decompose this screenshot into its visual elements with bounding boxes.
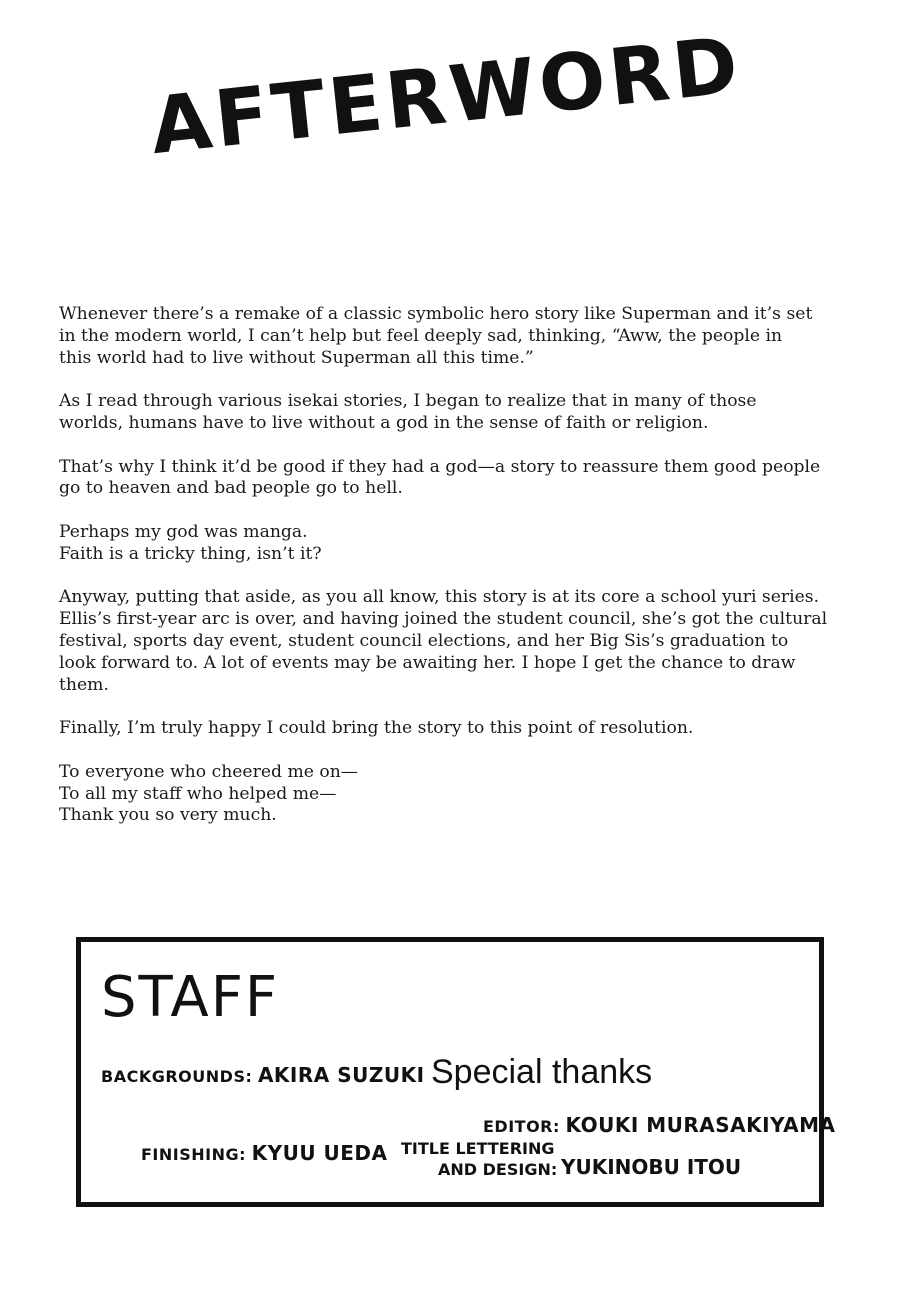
credit-editor [483,1113,836,1137]
credit-role: TITLE LETTERING [401,1139,555,1158]
credit-role: BACKGROUNDS: [101,1067,253,1086]
paragraph: Anyway, putting that aside, as you all know, this story is at its core a school yuri series. Ellis’s first-year arc is over, and having joined the student council, she’s got the cultural festival, sports day event, student council elections, and her Big Sis’s graduation to look forward to. A lot of events may be awaiting her. I hope I get the chance to draw them. [59,587,828,695]
credit-name: KOUKI MURASAKIYAMA [565,1113,836,1137]
credit-backgrounds [101,1063,425,1087]
special-thanks-heading: Special thanks [431,1053,653,1091]
credit-role: EDITOR: [483,1117,560,1136]
paragraph: Perhaps my god was manga. Faith is a tricky thing, isn’t it? [59,521,322,564]
paragraph: Whenever there’s a remake of a classic symbolic hero story like Superman and it’s set in the modern world, I can’t help but feel deeply sad, thinking, “Aww, the people in this world had to live without Superman all this time.” [59,304,813,368]
paragraph: Finally, I’m truly happy I could bring the story to this point of resolution. [59,718,694,739]
credit-name: KYUU UEDA [251,1141,388,1165]
page-title: AFTERWORD [146,20,747,173]
staff-credits-box [76,937,836,1207]
credit-name: YUKINOBU ITOU [561,1155,742,1179]
afterword-body [59,304,849,849]
credit-finishing [141,1141,388,1165]
credit-name: AKIRA SUZUKI [257,1063,425,1087]
staff-heading: STAFF [101,965,280,1030]
credit-role: FINISHING: [141,1145,247,1164]
credit-role: AND DESIGN: [438,1160,558,1179]
paragraph: As I read through various isekai stories, I began to realize that in many of those worlds, humans have to live without a god in the sense of faith or religion. [59,391,757,433]
paragraph: That’s why I think it’d be good if they had a god—a story to reassure them good people go to heaven and bad people go to hell. [59,456,821,499]
paragraph: To everyone who cheered me on— To all my staff who helped me— Thank you so very much. [59,761,358,826]
